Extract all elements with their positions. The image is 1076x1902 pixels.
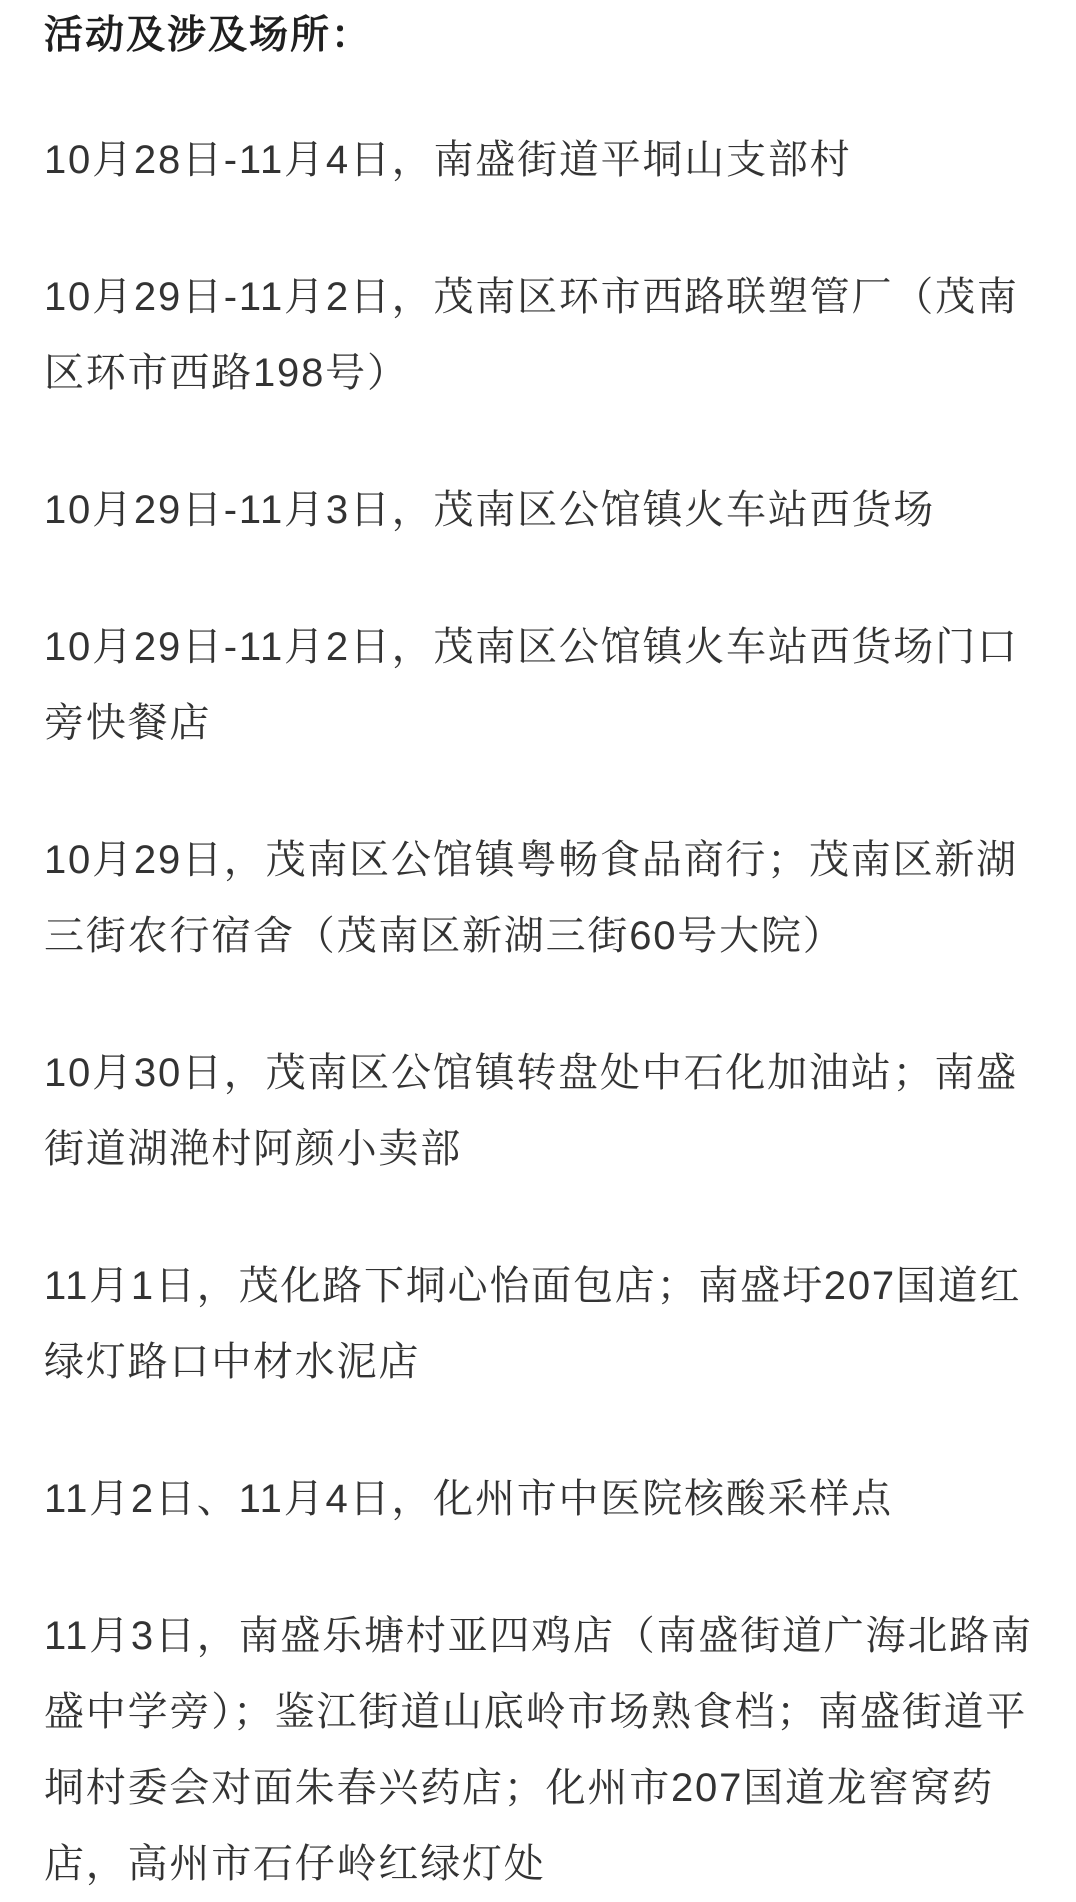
entry-paragraph: 11月1日，茂化路下垌心怡面包店；南盛圩207国道红绿灯路口中材水泥店 bbox=[44, 1264, 1022, 1384]
entry-paragraph: 10月30日，茂南区公馆镇转盘处中石化加油站；南盛街道湖滟村阿颜小卖部 bbox=[44, 1051, 1018, 1171]
entry-paragraph: 11月2日、11月4日，化州市中医院核酸采样点 bbox=[44, 1477, 893, 1521]
entry-paragraph: 10月29日-11月2日，茂南区公馆镇火车站西货场门口旁快餐店 bbox=[44, 625, 1019, 745]
entry-paragraph: 11月3日，南盛乐塘村亚四鸡店（南盛街道广海北路南盛中学旁）；鉴江街道山底岭市场熟食档；南盛街道平垌村委会对面朱春兴药店；化州市207国道龙窖窝药店，高州市石仔岭红绿灯处 bbox=[44, 1614, 1033, 1886]
section-heading: 活动及涉及场所： bbox=[44, 14, 373, 57]
entry-paragraph: 10月29日，茂南区公馆镇粤畅食品商行；茂南区新湖三街农行宿舍（茂南区新湖三街60号大院） bbox=[44, 838, 1018, 958]
entry-paragraph: 10月29日-11月3日，茂南区公馆镇火车站西货场 bbox=[44, 488, 936, 532]
entry-paragraph: 10月29日-11月2日，茂南区环市西路联塑管厂（茂南区环市西路198号） bbox=[44, 275, 1019, 395]
entry-paragraph: 10月28日-11月4日，南盛街道平垌山支部村 bbox=[44, 138, 852, 182]
